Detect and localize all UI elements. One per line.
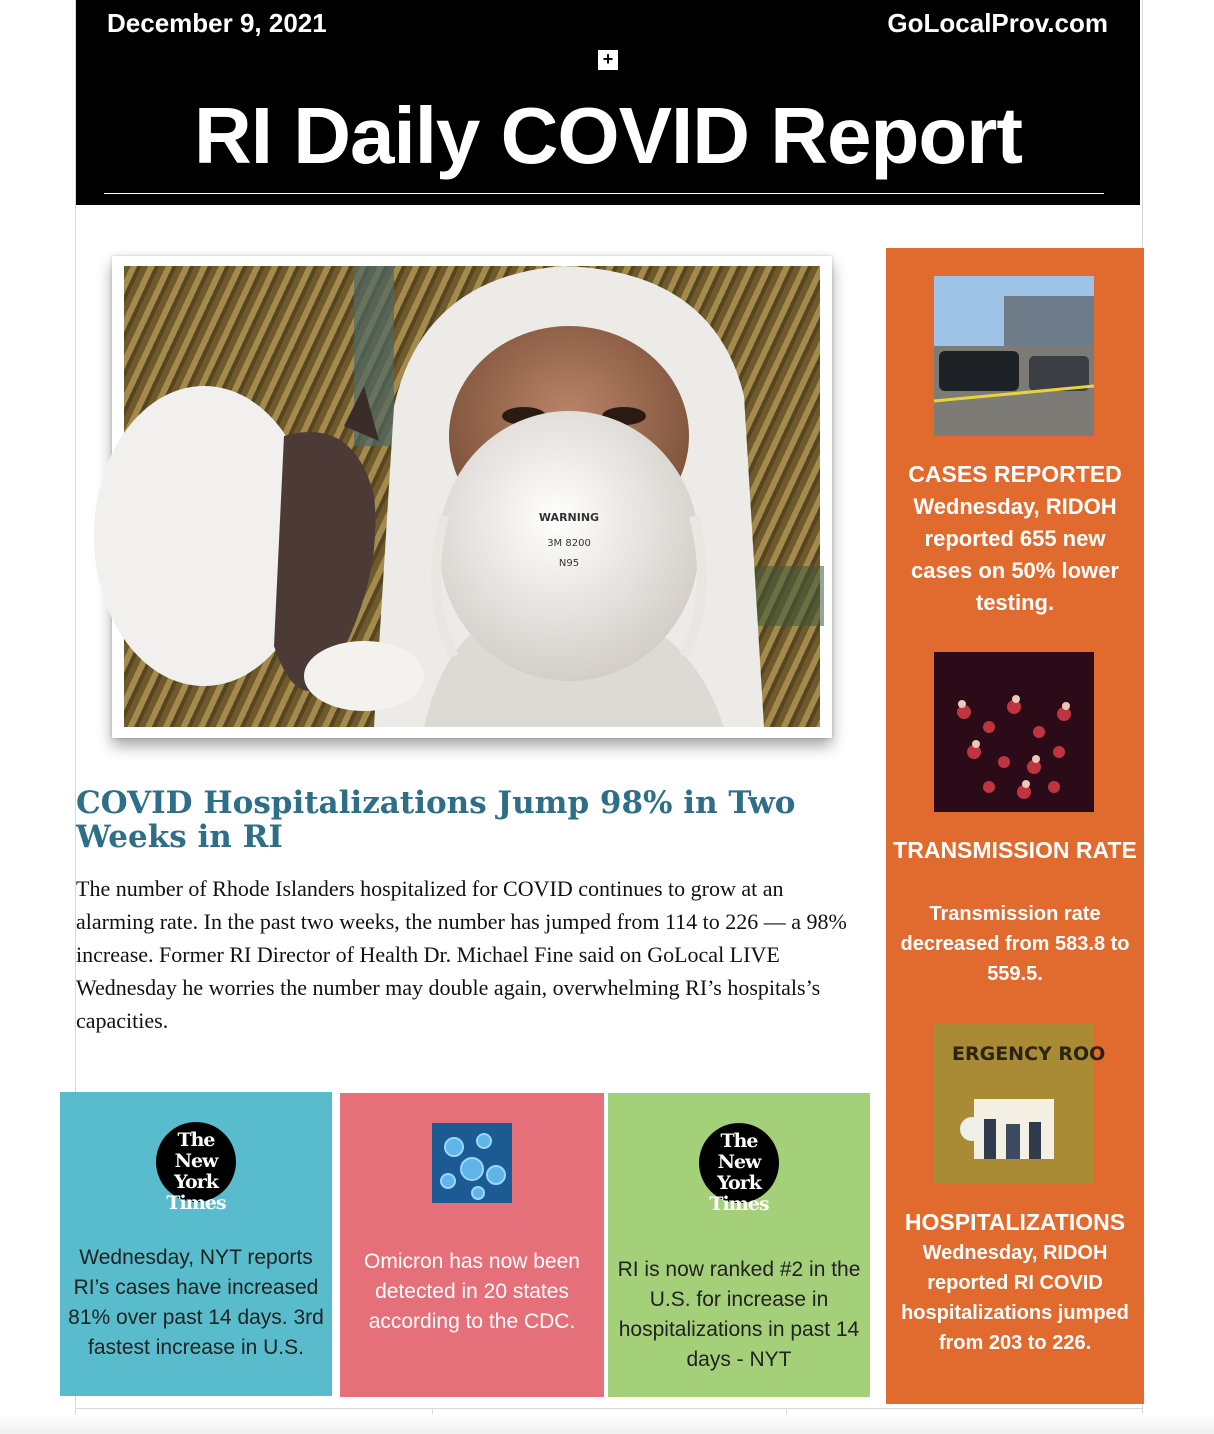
nyt-cases-text: Wednesday, NYT reports RI’s cases have increased 81% over past 14 days. 3rd fastest increase in U.S. xyxy=(68,1246,324,1359)
main-photo-frame xyxy=(112,256,832,738)
report-header xyxy=(76,0,1140,205)
nyt-cases-box xyxy=(60,1092,332,1396)
article-headline[interactable]: COVID Hospitalizations Jump 98% in Two Weeks in RI xyxy=(76,785,796,855)
cases-text: Wednesday, RIDOH reported 655 new cases on 50% lower testing. xyxy=(911,494,1119,615)
emergency-room-image xyxy=(934,1024,1106,1184)
add-icon[interactable]: + xyxy=(598,50,618,70)
report-date: December 9, 2021 xyxy=(107,8,327,38)
article-body: The number of Rhode Islanders hospitalized for COVID continues to grow at an alarming rate. In the past two weeks, the number has jumped from 114 to 226 — a 98% increase. Former RI Director of Health Dr. Michael Fine said on GoLocal LIVE Wednesday he worries the number may double again, overwhelming RI’s hospitals’s capacities. xyxy=(76,876,847,1033)
cases-heading: CASES REPORTED xyxy=(908,461,1122,487)
report-title: RI Daily COVID Report xyxy=(193,91,1023,180)
nyt-logo xyxy=(699,1123,779,1215)
omicron-text: Omicron has now been detected in 20 states according to the CDC. xyxy=(364,1250,580,1333)
hospitalizations-heading: HOSPITALIZATIONS xyxy=(904,1209,1126,1235)
nyt-logo xyxy=(156,1122,236,1214)
crowd-image xyxy=(934,652,1094,812)
footer-divider xyxy=(75,1408,1143,1409)
site-name[interactable]: GoLocalProv.com xyxy=(887,8,1108,38)
nyt-rank-box xyxy=(608,1093,870,1397)
virus-image xyxy=(432,1123,512,1203)
mask-rating-text: N95 xyxy=(558,558,580,569)
mask-warning-text: WARNING xyxy=(538,511,600,524)
hospitalizations-text: Wednesday, RIDOH reported RI COVID hospitalizations jumped from 203 to 226. xyxy=(901,1242,1129,1354)
testing-site-image xyxy=(934,276,1094,436)
nyt-rank-text: RI is now ranked #2 in the U.S. for increase in hospitalizations in past 14 days - NYT xyxy=(617,1258,861,1371)
mask-model-text: 3M 8200 xyxy=(547,538,591,549)
nyt-logo-text: The New York Times xyxy=(166,1129,226,1214)
transmission-text: Transmission rate decreased from 583.8 to 559.5. xyxy=(900,903,1130,985)
transmission-heading: TRANSMISSION RATE xyxy=(893,837,1137,863)
main-photo xyxy=(124,266,820,727)
header-divider xyxy=(104,193,1104,194)
emergency-sign-text: ERGENCY ROO xyxy=(952,1043,1106,1065)
omicron-box xyxy=(340,1093,604,1397)
nyt-logo-text: The New York Times xyxy=(709,1130,769,1215)
page-bottom-edge xyxy=(0,1414,1214,1434)
stats-sidebar xyxy=(886,248,1144,1404)
